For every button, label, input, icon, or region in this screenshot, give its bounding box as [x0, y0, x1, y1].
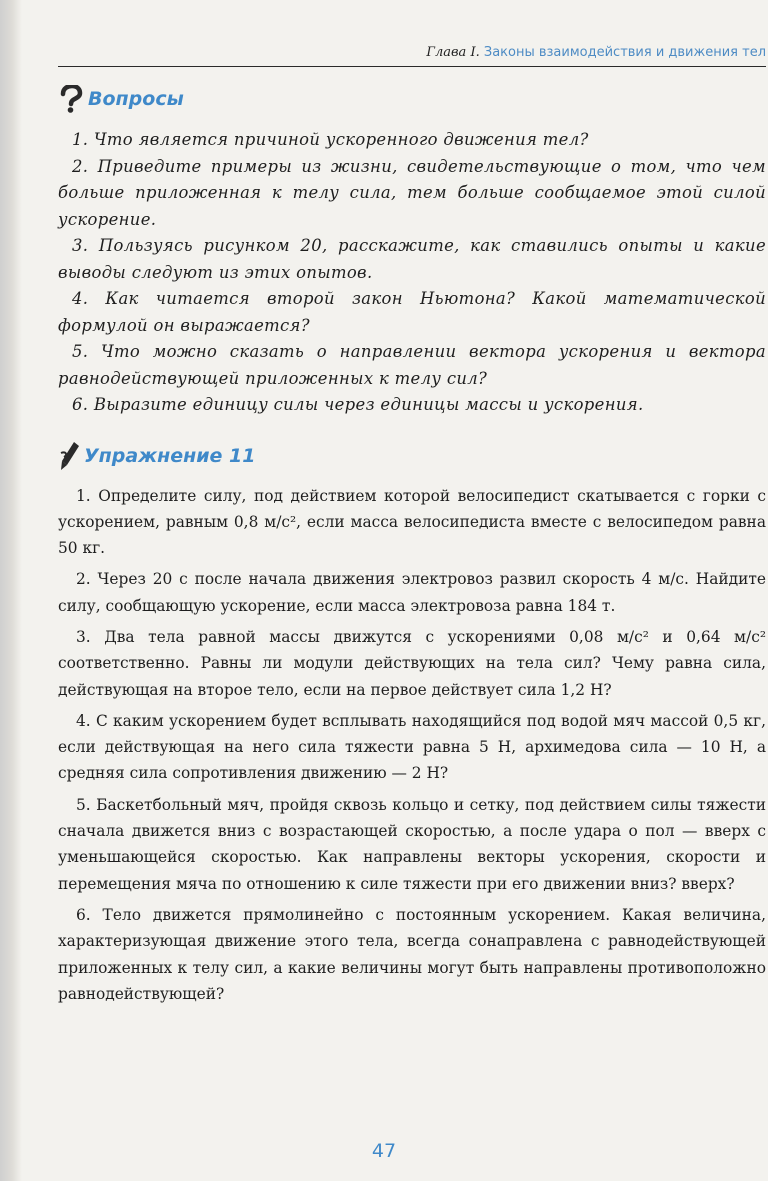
running-head — [58, 40, 766, 67]
exercise-heading — [58, 441, 766, 471]
exercise-item: 6. Тело движется прямолинейно с постоянным ускорением. Какая величина, характеризующая движение этого тела, всегда сонаправлена с равнодействующей приложенных к телу сил, а какие величины могут быть направлены противоположно равнодействующей? — [58, 905, 766, 1003]
question-mark-icon — [58, 85, 84, 113]
questions-heading — [58, 85, 766, 113]
question-item: 4. Как читается второй закон Ньютона? Какой математической формулой он выражается? — [58, 289, 766, 335]
chapter-label: Глава I. — [426, 45, 480, 60]
exercise-item: 5. Баскетбольный мяч, пройдя сквозь кольцо и сетку, под действием силы тяжести сначала движется вниз с возрастающей скоростью, а после удара о пол — вверх с уменьшающейся скоростью. Как направлены векторы ускорения, скорости и перемещения мяча по отношению к силе тяжести при его движении вниз? вверх? — [58, 795, 766, 893]
questions-list — [58, 127, 766, 419]
question-item: 5. Что можно сказать о направлении вектора ускорения и вектора равнодействующей приложенных к телу сил? — [58, 342, 766, 388]
question-item: 2. Приведите примеры из жизни, свидетельствующие о том, что чем больше приложенная к телу сила, тем больше сообщаемое этой силой ускорение. — [58, 156, 766, 229]
questions-title: Вопросы — [88, 88, 184, 110]
pencil-icon — [58, 441, 80, 471]
question-item: 1. Что является причиной ускоренного движения тел? — [72, 130, 589, 149]
exercise-item: 3. Два тела равной массы движутся с ускорениями 0,08 м/с² и 0,64 м/с² соответственно. Равны ли модули действующих на тела сил? Чему равна сила, действующая на второе тело, если на первое действует сила 1,2 Н? — [58, 627, 766, 699]
exercise-item: 4. С каким ускорением будет всплывать находящийся под водой мяч массой 0,5 кг, если действующая на него сила тяжести равна 5 Н, архимедова сила — 10 Н, а средняя сила сопротивления движению — 2 Н? — [58, 711, 766, 783]
exercise-list — [58, 483, 766, 1008]
page-number: 47 — [371, 1140, 397, 1162]
page-spine-shadow — [0, 0, 22, 1181]
exercise-item: 2. Через 20 с после начала движения электровоз развил скорость 4 м/с. Найдите силу, сообщающую ускорение, если масса электровоза равна 184 т. — [58, 570, 766, 615]
chapter-topic: Законы взаимодействия и движения тел — [483, 45, 766, 60]
book-page — [58, 40, 766, 1012]
exercise-title: Упражнение 11 — [84, 444, 256, 467]
exercise-item: 1. Определите силу, под действием которой велосипедист скатывается с горки с ускорением, равным 0,8 м/с², если масса велосипедиста вместе с велосипедом равна 50 кг. — [58, 486, 766, 558]
question-item: 3. Пользуясь рисунком 20, расскажите, как ставились опыты и какие выводы следуют из этих опытов. — [58, 236, 766, 282]
question-item: 6. Выразите единицу силы через единицы массы и ускорения. — [72, 395, 644, 414]
